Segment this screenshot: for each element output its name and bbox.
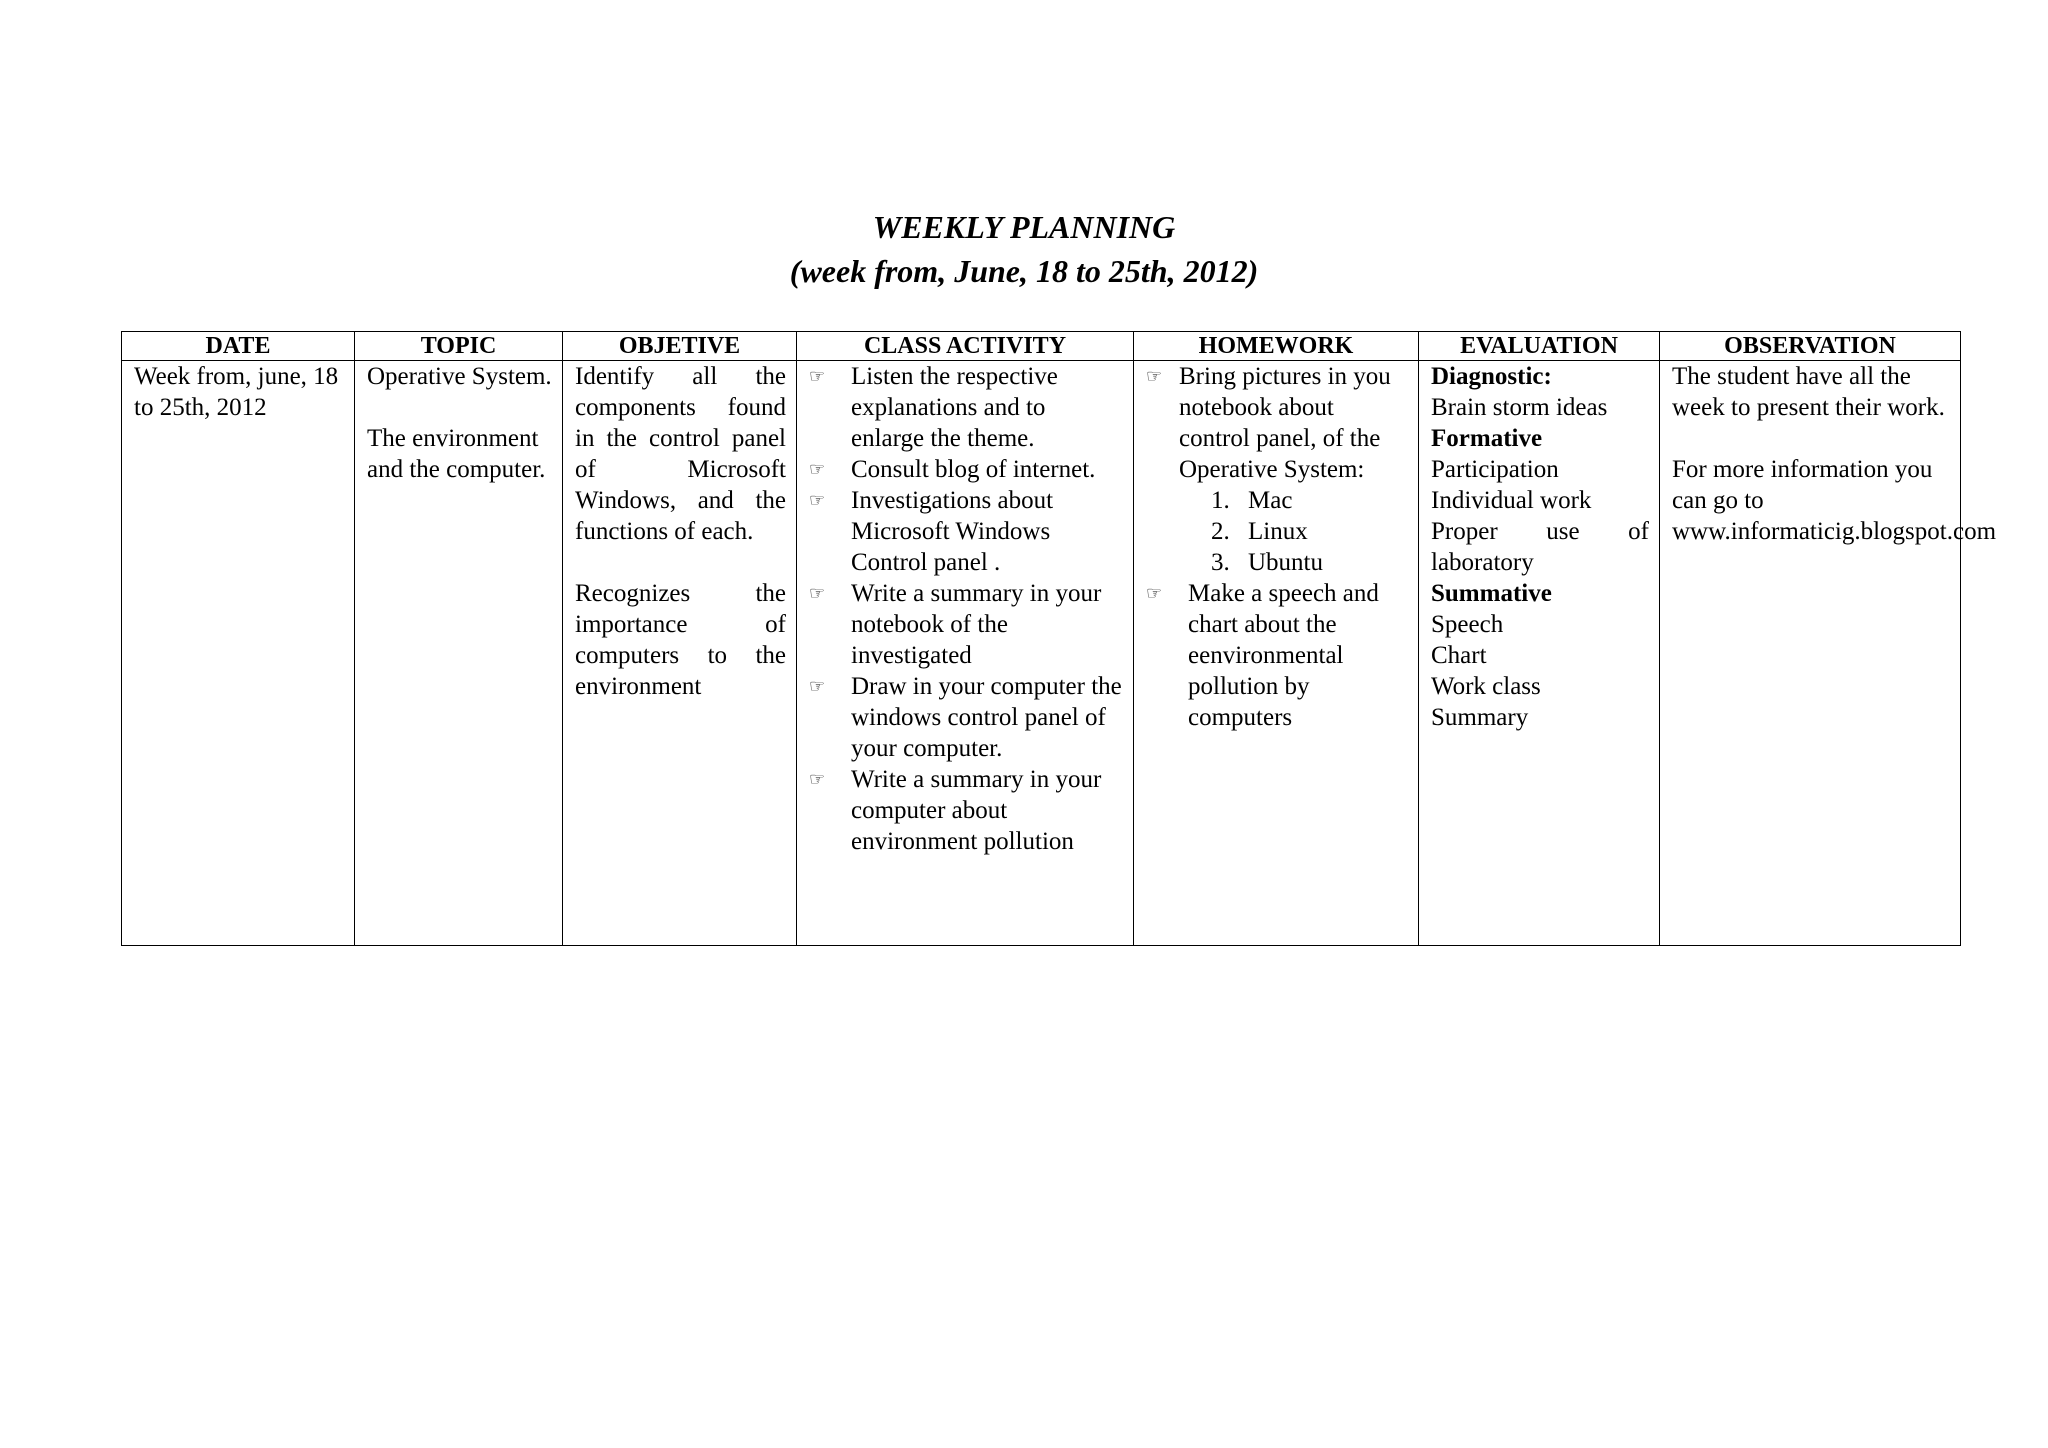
title-block <box>0 205 2048 293</box>
evaluation-item: Participation <box>1431 456 1559 483</box>
cell-evaluation <box>1419 361 1660 946</box>
os-item: 2. Linux <box>1236 516 1408 547</box>
pointing-hand-icon: ☞ <box>809 769 826 790</box>
homework-list-2 <box>1146 578 1408 733</box>
evaluation-item: Proper use of laboratory <box>1431 518 1649 576</box>
pointing-hand-icon: ☞ <box>809 583 826 604</box>
evaluation-item: Summary <box>1431 704 1529 731</box>
list-item: ☞ Draw in your computer the windows control panel of your computer. <box>809 673 1122 762</box>
evaluation-item: Individual work <box>1431 487 1592 514</box>
evaluation-item: Work class <box>1431 673 1541 700</box>
evaluation-item: Speech <box>1431 611 1504 638</box>
pointing-hand-icon: ☞ <box>1146 366 1163 387</box>
pointing-hand-icon: ☞ <box>809 676 826 697</box>
observation-1: The student have all the week to present their work. <box>1672 363 1945 421</box>
cell-homework <box>1134 361 1419 946</box>
list-item: ☞ Write a summary in your notebook of the investigated <box>809 580 1102 669</box>
evaluation-diagnostic-label: Diagnostic: <box>1431 363 1552 390</box>
header-date: DATE <box>122 332 355 361</box>
cell-date <box>122 361 355 946</box>
header-class-activity: CLASS ACTIVITY <box>797 332 1134 361</box>
topic-2: The environment and the computer. <box>367 425 546 483</box>
header-objective: OBJETIVE <box>563 332 797 361</box>
header-homework: HOMEWORK <box>1134 332 1419 361</box>
topic-1: Operative System. <box>367 363 552 390</box>
list-item: ☞ Make a speech and chart about the eenvironmental pollution by computers <box>1146 580 1379 731</box>
date-text: Week from, june, 18 to 25th, 2012 <box>134 363 339 421</box>
evaluation-item: Chart <box>1431 642 1487 669</box>
table-header-row <box>122 332 1961 361</box>
list-item: ☞ Consult blog of internet. <box>809 456 1096 483</box>
evaluation-item: Brain storm ideas <box>1431 394 1608 421</box>
header-topic: TOPIC <box>355 332 563 361</box>
os-item: 3. Ubuntu <box>1236 547 1408 578</box>
os-list <box>1146 485 1408 578</box>
page-title: WEEKLY PLANNING <box>872 209 1176 245</box>
pointing-hand-icon: ☞ <box>809 366 826 387</box>
weekly-planning-table <box>121 331 1997 946</box>
list-item: ☞ Bring pictures in you notebook about control panel, of the Operative System: <box>1146 363 1391 483</box>
list-item: ☞ Listen the respective explanations and to enlarge the theme. <box>809 363 1058 452</box>
pointing-hand-icon: ☞ <box>809 490 826 511</box>
page-subtitle: (week from, June, 18 to 25th, 2012) <box>789 253 1259 289</box>
os-item: 1. Mac <box>1236 485 1408 516</box>
pointing-hand-icon: ☞ <box>1146 583 1163 604</box>
cell-objective <box>563 361 797 946</box>
objective-2: Recognizes the importance of computers to the environment <box>575 580 786 700</box>
cell-topic <box>355 361 563 946</box>
header-evaluation: EVALUATION <box>1419 332 1660 361</box>
observation-2: For more information you can go to www.informaticig.blogspot.com <box>1672 456 1997 545</box>
cell-observation <box>1660 361 1997 946</box>
list-item: ☞ Investigations about Microsoft Windows Control panel . <box>809 487 1054 576</box>
pointing-hand-icon: ☞ <box>809 459 826 480</box>
evaluation-formative-label: Formative <box>1431 425 1543 452</box>
homework-list <box>1146 361 1408 485</box>
list-item: ☞ Write a summary in your computer about environment pollution <box>809 766 1102 855</box>
objective-1: Identify all the components found in the control panel of Microsoft Windows, and the functions of each. <box>575 363 786 545</box>
cell-class-activity <box>797 361 1134 946</box>
table-row <box>122 361 1961 946</box>
class-activity-list <box>809 361 1123 857</box>
evaluation-summative-label: Summative <box>1431 580 1552 607</box>
header-observation: OBSERVATION <box>1660 332 1961 361</box>
